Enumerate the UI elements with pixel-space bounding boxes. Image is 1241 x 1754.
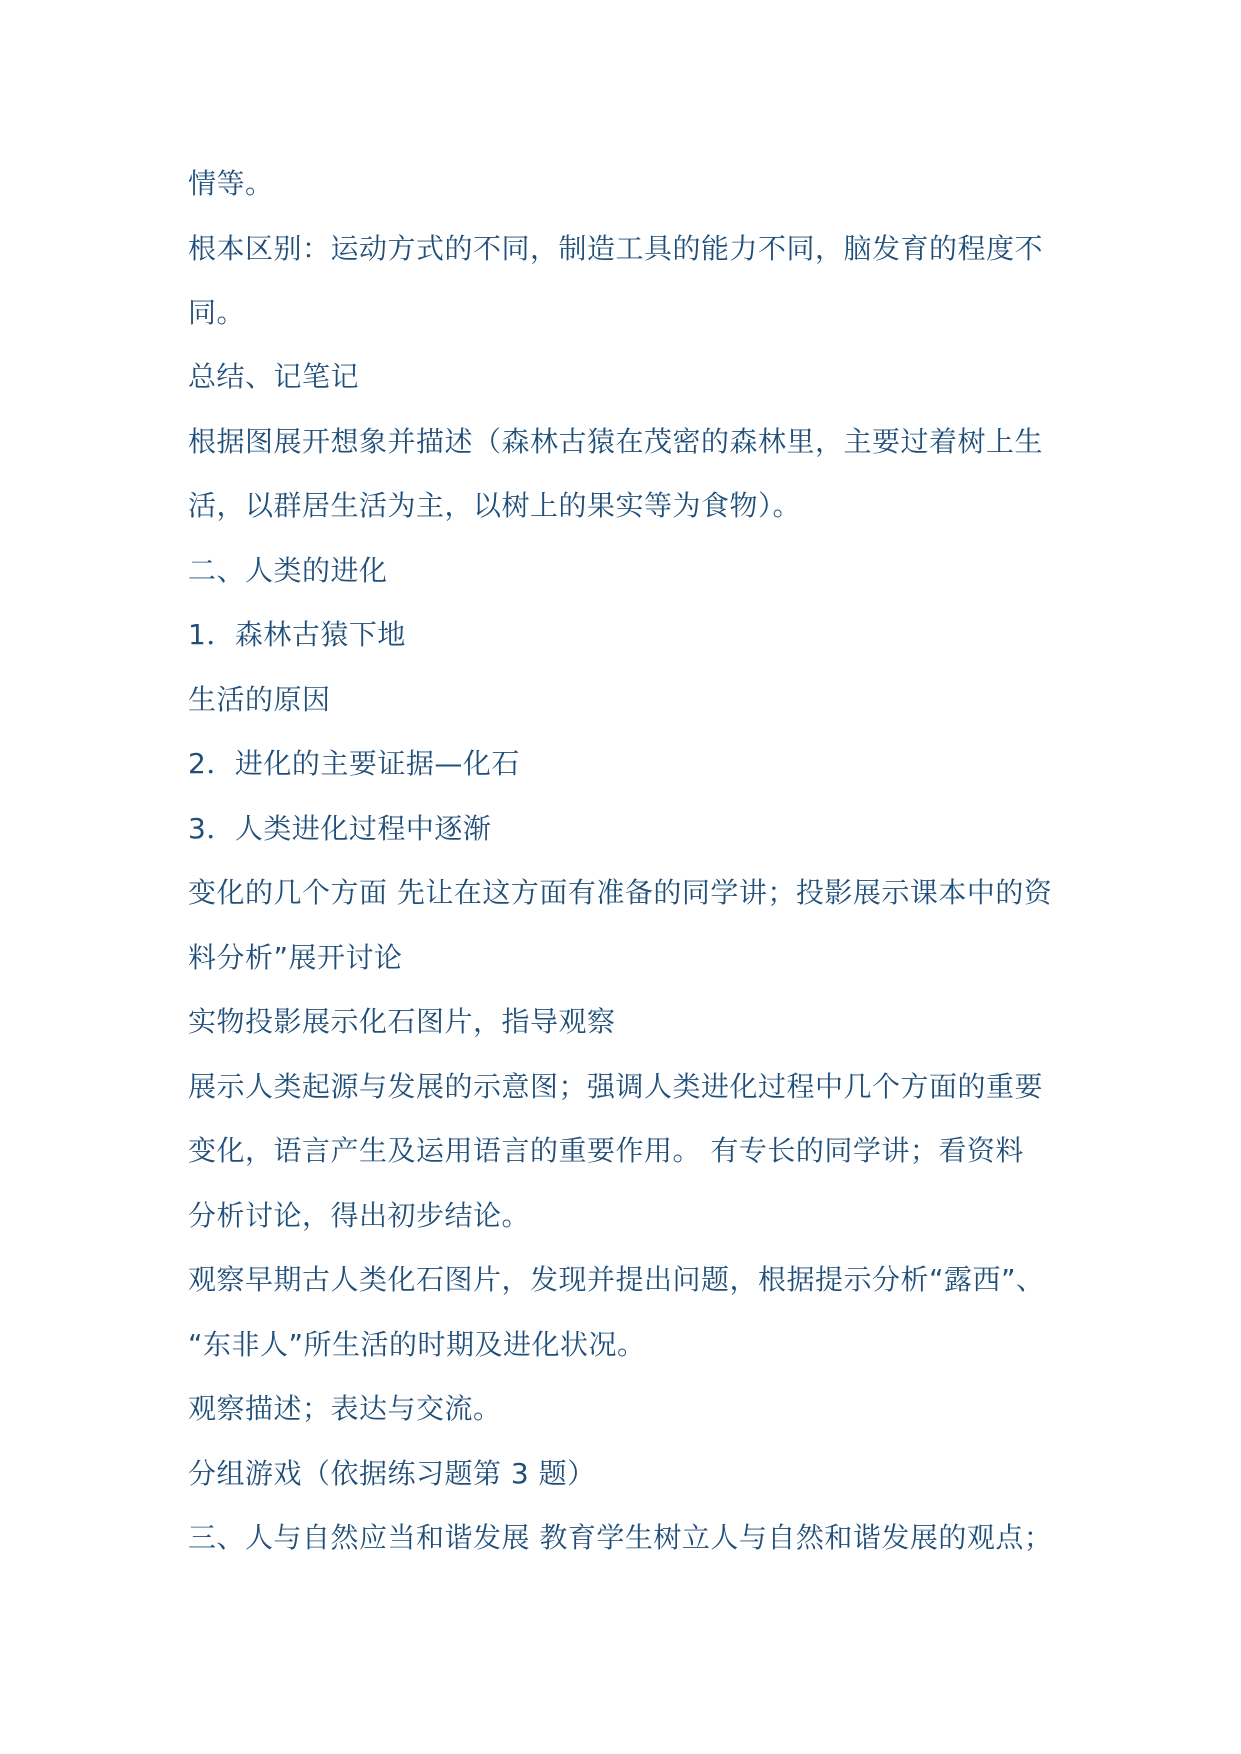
section-heading: 总结、记笔记 xyxy=(188,360,360,393)
text-line: 变化，语言产生及运用语言的重要作用。 有专长的同学讲；看资料 xyxy=(188,1134,1024,1167)
text-line: 活，以群居生活为主，以树上的果实等为食物）。 xyxy=(188,489,802,522)
section-heading: 三、人与自然应当和谐发展 教育学生树立人与自然和谐发展的观点； xyxy=(188,1521,1053,1554)
text-line: 料分析”展开讨论 xyxy=(188,941,403,974)
text-line: 同。 xyxy=(188,296,246,329)
text-line: 观察描述；表达与交流。 xyxy=(188,1392,502,1425)
text-line: “东非人”所生活的时期及进化状况。 xyxy=(188,1328,646,1361)
text-line: 观察早期古人类化石图片，发现并提出问题，根据提示分析“露西”、 xyxy=(188,1263,1045,1296)
list-item: 1．森林古猿下地 xyxy=(188,618,406,651)
text-line: 生活的原因 xyxy=(188,683,331,716)
text-line: 情等。 xyxy=(188,167,274,200)
text-line: 分析讨论，得出初步结论。 xyxy=(188,1199,531,1232)
text-line: 变化的几个方面 先让在这方面有准备的同学讲；投影展示课本中的资 xyxy=(188,876,1053,909)
text-line: 分组游戏（依据练习题第 3 题） xyxy=(188,1457,596,1490)
text-line: 根据图展开想象并描述（森林古猿在茂密的森林里，主要过着树上生 xyxy=(188,425,1044,458)
text-line: 根本区别：运动方式的不同，制造工具的能力不同，脑发育的程度不 xyxy=(188,232,1044,265)
text-line: 展示人类起源与发展的示意图；强调人类进化过程中几个方面的重要 xyxy=(188,1070,1044,1103)
list-item: 3．人类进化过程中逐渐 xyxy=(188,812,492,845)
text-line: 实物投影展示化石图片，指导观察 xyxy=(188,1005,616,1038)
list-item: 2．进化的主要证据—化石 xyxy=(188,747,520,780)
section-heading: 二、人类的进化 xyxy=(188,554,388,587)
